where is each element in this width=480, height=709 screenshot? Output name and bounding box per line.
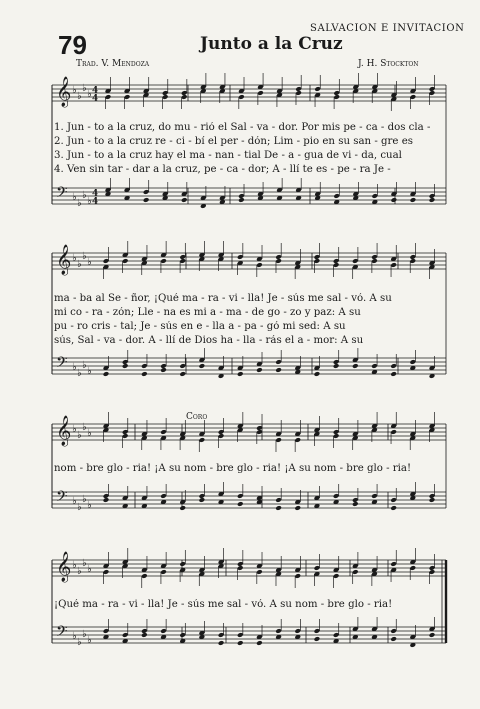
flat-icon: ♭ xyxy=(82,190,87,201)
flat-icon: ♭ xyxy=(72,253,77,264)
system4-bass-note xyxy=(314,636,321,642)
system1-bass-note xyxy=(181,197,188,203)
flat-icon: ♭ xyxy=(77,259,82,270)
system2-bass-note xyxy=(237,371,244,377)
system2-verse1: ma - ba al Se - ñor, ¡Qué ma - ra - vi - lla! Je - sús me sal - vó. A su xyxy=(54,293,392,304)
system1-bass-note xyxy=(429,197,436,203)
system2-bass-note xyxy=(122,363,129,369)
time-signature: 4 xyxy=(92,189,99,199)
system2-verse2: mi co - ra - zón; Lle - na es mi a - ma - de go - zo y paz: A su xyxy=(54,307,361,318)
system2-bass-note xyxy=(256,367,263,373)
system3-bass-note xyxy=(199,497,206,503)
system4-bass-note xyxy=(390,636,397,642)
flat-icon: ♭ xyxy=(72,496,77,507)
time-signature: 4 xyxy=(92,197,99,207)
bass-clef-icon: 𝄢 xyxy=(56,623,68,644)
flat-icon: ♭ xyxy=(72,85,77,96)
bass-clef-icon: 𝄢 xyxy=(56,184,68,205)
flat-icon: ♭ xyxy=(82,251,87,262)
system2-verse3: pu - ro cris - tal; Je - sús en e - lla a - pa - gó mi sed: A su xyxy=(54,321,346,332)
system3-bass-note xyxy=(429,497,436,503)
system3-bass-note xyxy=(275,505,282,511)
system4-bass-note xyxy=(429,632,436,638)
system2-bass-note xyxy=(352,363,359,369)
hymn-title: Junto a la Cruz xyxy=(200,34,343,54)
system1-verse3: 3. Jun - to a la cruz hay el ma - nan - tial De - a - gua de vi - da, cual xyxy=(54,150,402,161)
time-signature: 4 xyxy=(92,86,99,96)
flat-icon: ♭ xyxy=(87,89,92,100)
flat-icon: ♭ xyxy=(82,494,87,505)
system4-bass-note xyxy=(218,640,225,646)
treble-clef-icon: 𝄞 xyxy=(56,552,72,582)
flat-icon: ♭ xyxy=(72,631,77,642)
system2-bass-note xyxy=(141,371,148,377)
system4-bass-note xyxy=(237,640,244,646)
flat-icon: ♭ xyxy=(72,560,77,571)
system2-verse4: sús, Sal - va - dor. A - llí de Dios ha - lla - rás el a - mor: A su xyxy=(54,335,364,346)
flat-icon: ♭ xyxy=(77,637,82,648)
system2-bass-note xyxy=(160,367,167,373)
flat-icon: ♭ xyxy=(87,428,92,439)
flat-icon: ♭ xyxy=(87,366,92,377)
flat-icon: ♭ xyxy=(87,257,92,268)
flat-icon: ♭ xyxy=(82,422,87,433)
flat-icon: ♭ xyxy=(82,558,87,569)
system1-bass-note xyxy=(410,197,417,203)
flat-icon: ♭ xyxy=(87,635,92,646)
system2-bass-note xyxy=(275,367,282,373)
section-heading: SALVACION E INVITACION xyxy=(310,23,465,34)
flat-icon: ♭ xyxy=(72,362,77,373)
flat-icon: ♭ xyxy=(77,91,82,102)
flat-icon: ♭ xyxy=(82,629,87,640)
system2-bass-note xyxy=(179,371,186,377)
bass-clef-icon: 𝄢 xyxy=(56,488,68,509)
system3-bass-note xyxy=(352,501,359,507)
system3-bass-note xyxy=(237,501,244,507)
flat-icon: ♭ xyxy=(82,360,87,371)
system2-bass-note xyxy=(103,371,110,377)
flat-icon: ♭ xyxy=(77,566,82,577)
flat-icon: ♭ xyxy=(77,430,82,441)
words-credit: Trad. V. Mendoza xyxy=(76,59,150,69)
flat-icon: ♭ xyxy=(72,192,77,203)
system1-verse1: 1. Jun - to a la cruz, do mu - rió el Sal - va - dor. Por mis pe - ca - dos cla - xyxy=(54,122,431,133)
system1-verse2: 2. Jun - to a la cruz re - ci - bí el per - dón; Lim - pio en su san - gre es xyxy=(54,136,413,147)
system3-bass-note xyxy=(103,497,110,503)
system4-bass-note xyxy=(256,640,263,646)
system4-bass-note xyxy=(141,632,148,638)
system1-bass-note xyxy=(391,197,398,203)
flat-icon: ♭ xyxy=(87,196,92,207)
flat-icon: ♭ xyxy=(77,502,82,513)
system3-bass-note xyxy=(390,505,397,511)
music-credit: J. H. Stockton xyxy=(358,59,419,69)
treble-clef-icon: 𝄞 xyxy=(56,77,72,107)
system3-bass-note xyxy=(179,505,186,511)
hymn-number: 79 xyxy=(58,30,87,60)
treble-clef-icon: 𝄞 xyxy=(56,245,72,275)
system2-bass-note xyxy=(314,371,321,377)
system1-bass-note xyxy=(143,197,150,203)
time-signature: 4 xyxy=(92,94,99,104)
system1-bass-note xyxy=(238,197,245,203)
chorus-label: Coro xyxy=(186,412,208,422)
flat-icon: ♭ xyxy=(82,83,87,94)
flat-icon: ♭ xyxy=(87,500,92,511)
system3-bass-note xyxy=(294,505,301,511)
system3-chorus-line: nom - bre glo - ria! ¡A su nom - bre glo - ria! ¡A su nom - bre glo - ria! xyxy=(54,463,412,474)
bass-clef-icon: 𝄢 xyxy=(56,354,68,375)
system2-bass-note xyxy=(333,363,340,369)
flat-icon: ♭ xyxy=(87,564,92,575)
flat-icon: ♭ xyxy=(77,198,82,209)
treble-clef-icon: 𝄞 xyxy=(56,416,72,446)
system2-bass-note xyxy=(199,363,206,369)
flat-icon: ♭ xyxy=(77,368,82,379)
system1-verse4: 4. Ven sin tar - dar a la cruz, pe - ca - dor; A - llí te es - pe - ra Je - xyxy=(54,164,391,175)
system4-chorus-line: ¡Qué ma - ra - vi - lla! Je - sús me sal - vó. A su nom - bre glo - ria! xyxy=(54,599,393,610)
flat-icon: ♭ xyxy=(72,424,77,435)
system2-bass-note xyxy=(390,371,397,377)
